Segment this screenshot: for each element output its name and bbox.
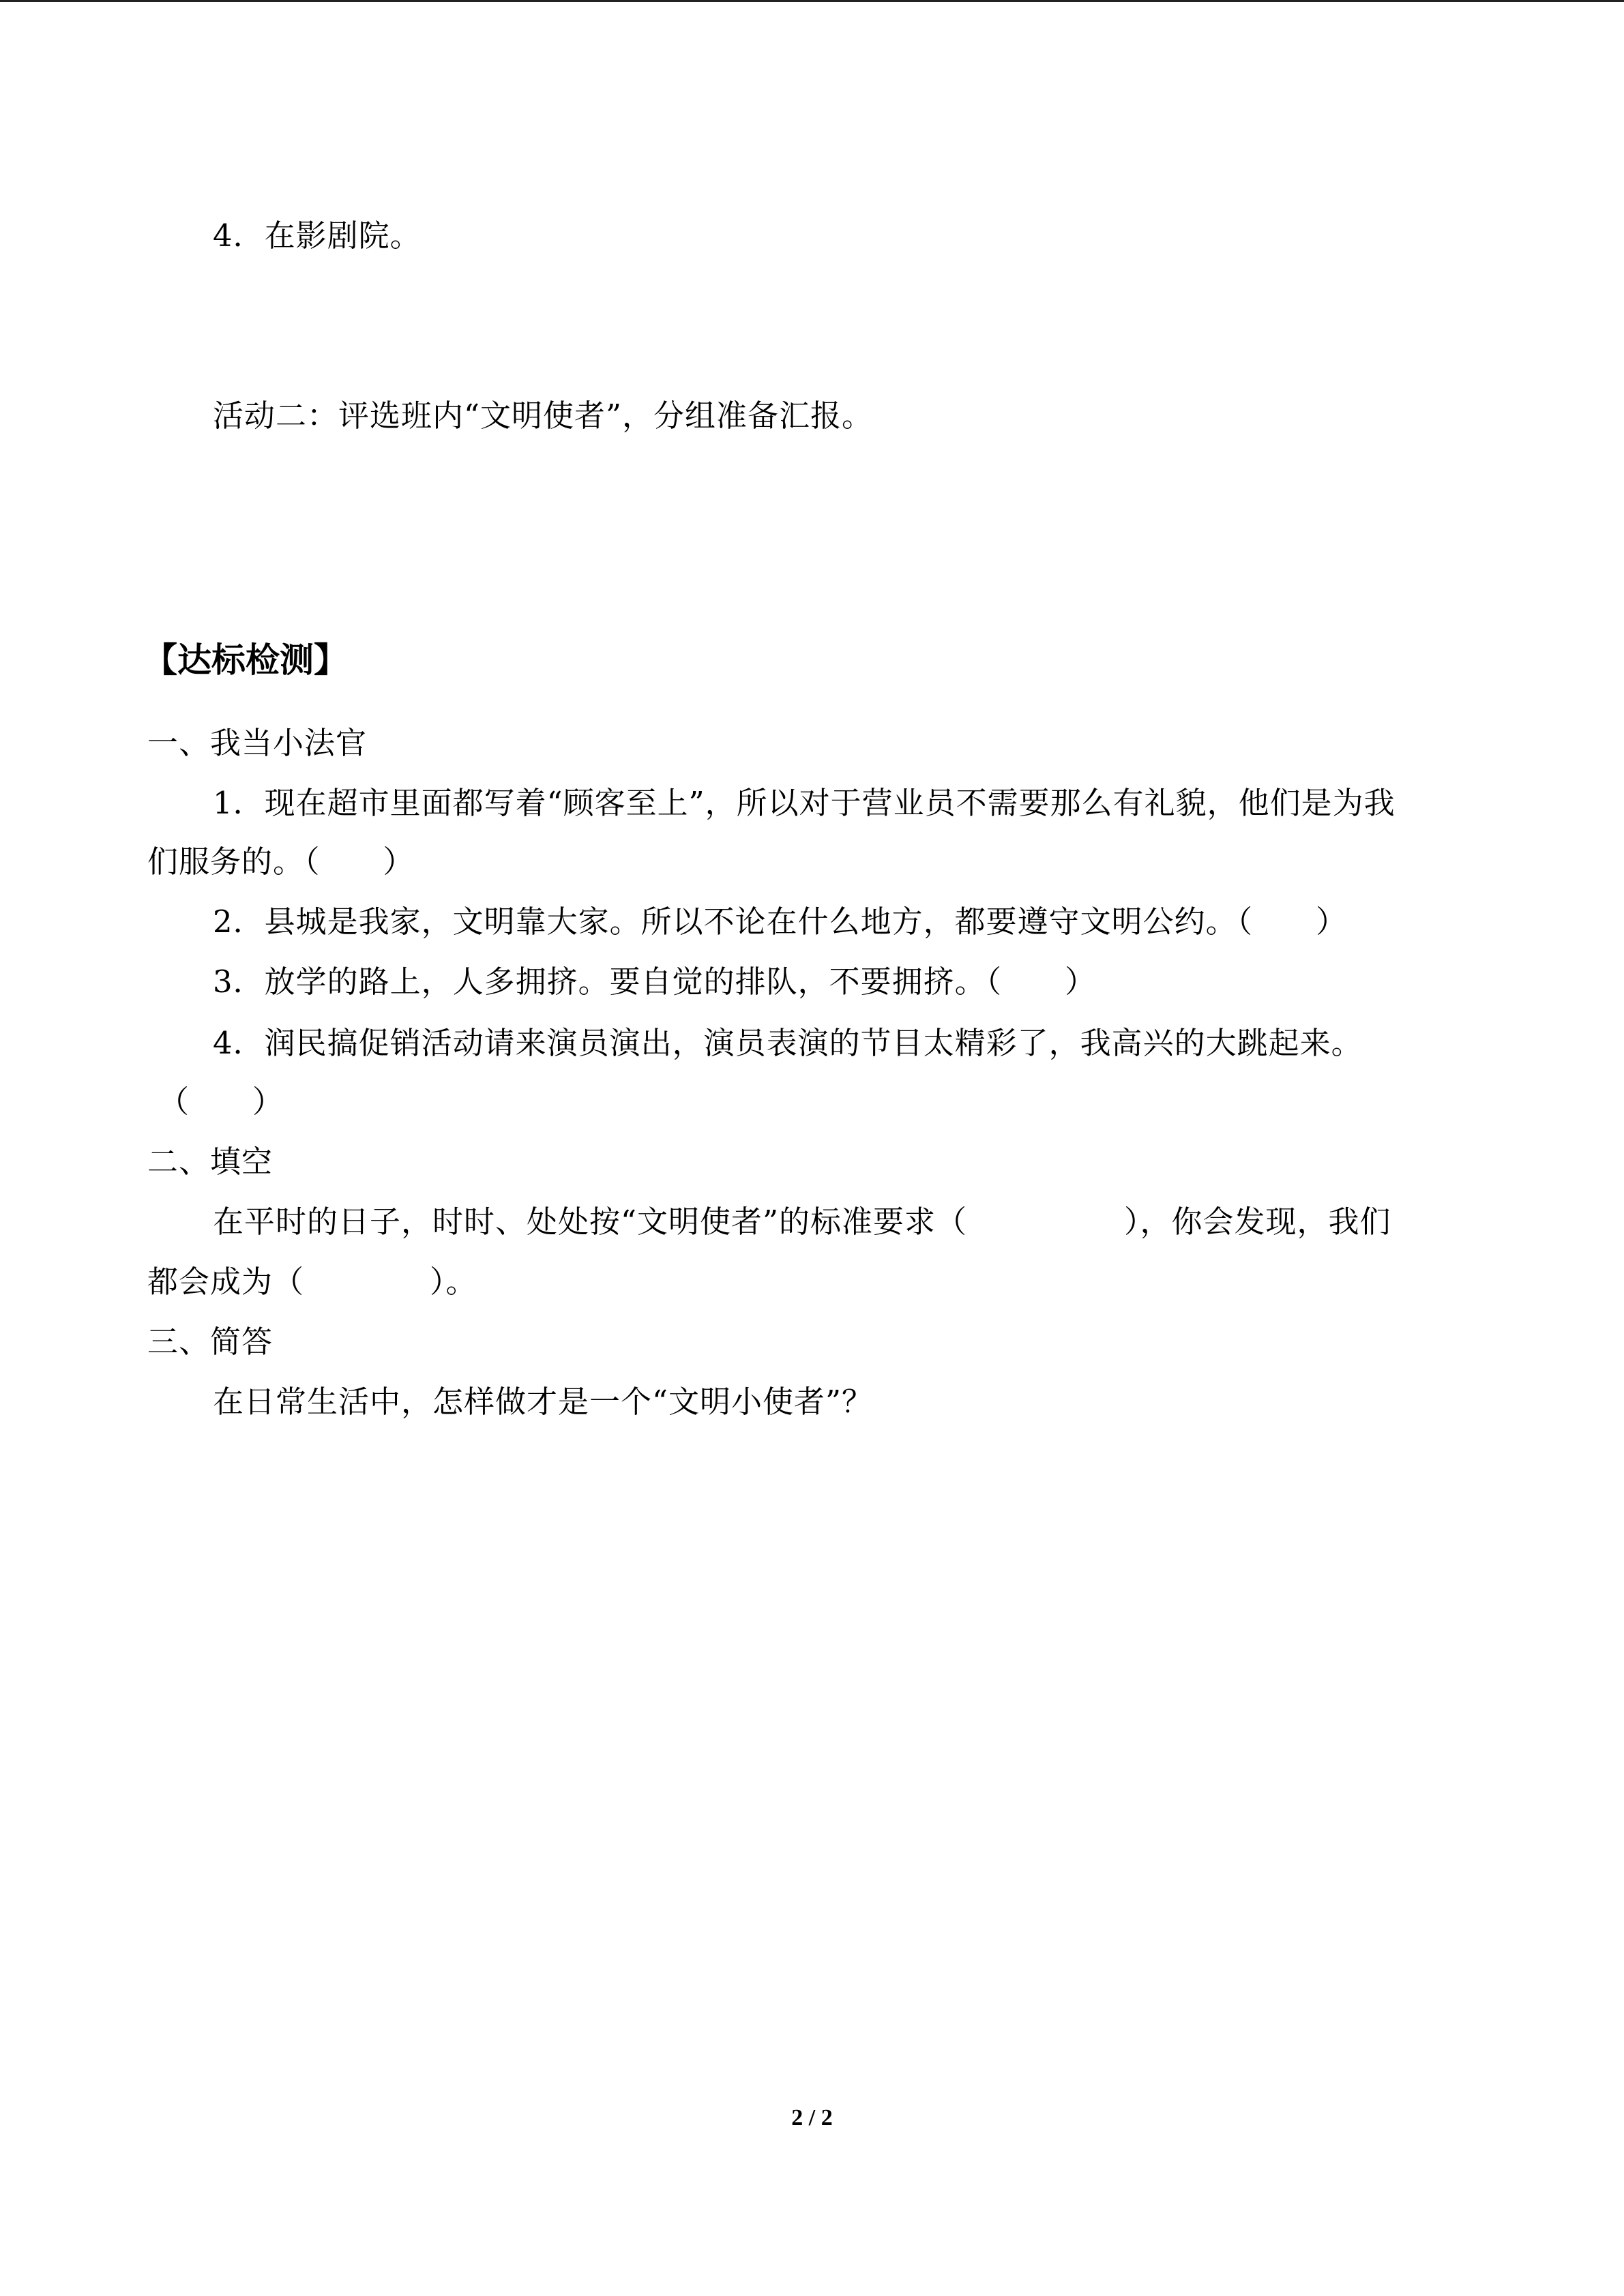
section-2-title: 二、填空 (147, 1144, 274, 1180)
assessment-heading: 【达标检测】 (143, 640, 348, 680)
question-3: 3．放学的路上，人多拥挤。要自觉的排队，不要拥挤。（ ） (213, 964, 1097, 1000)
item-4-theater: 4．在影剧院。 (213, 218, 422, 254)
section-3-title: 三、简答 (147, 1324, 274, 1360)
question-2: 2．县城是我家，文明靠大家。所以不论在什么地方，都要遵守文明公约。（ ） (213, 904, 1348, 940)
top-border-line (0, 0, 1624, 2)
fill-blank-line-2: 都会成为（ ）。 (147, 1264, 477, 1300)
page-number: 2 / 2 (791, 2105, 833, 2130)
question-4-line-2: （ ） (158, 1084, 284, 1120)
question-4-line-1: 4．润民搞促销活动请来演员演出，演员表演的节目太精彩了，我高兴的大跳起来。 (213, 1025, 1363, 1061)
fill-blank-line-1: 在平时的日子，时时、处处按“文明使者”的标准要求（ ），你会发现，我们 (213, 1204, 1391, 1240)
activity-two: 活动二：评选班内“文明使者”，分组准备汇报。 (213, 398, 874, 434)
section-1-title: 一、我当小法官 (147, 725, 368, 761)
question-1-line-2: 们服务的。（ ） (147, 844, 415, 880)
question-1-line-1: 1．现在超市里面都写着“顾客至上”，所以对于营业员不需要那么有礼貌，他们是为我 (213, 785, 1396, 821)
short-answer-question: 在日常生活中，怎样做才是一个“文明小使者”？ (213, 1384, 874, 1420)
